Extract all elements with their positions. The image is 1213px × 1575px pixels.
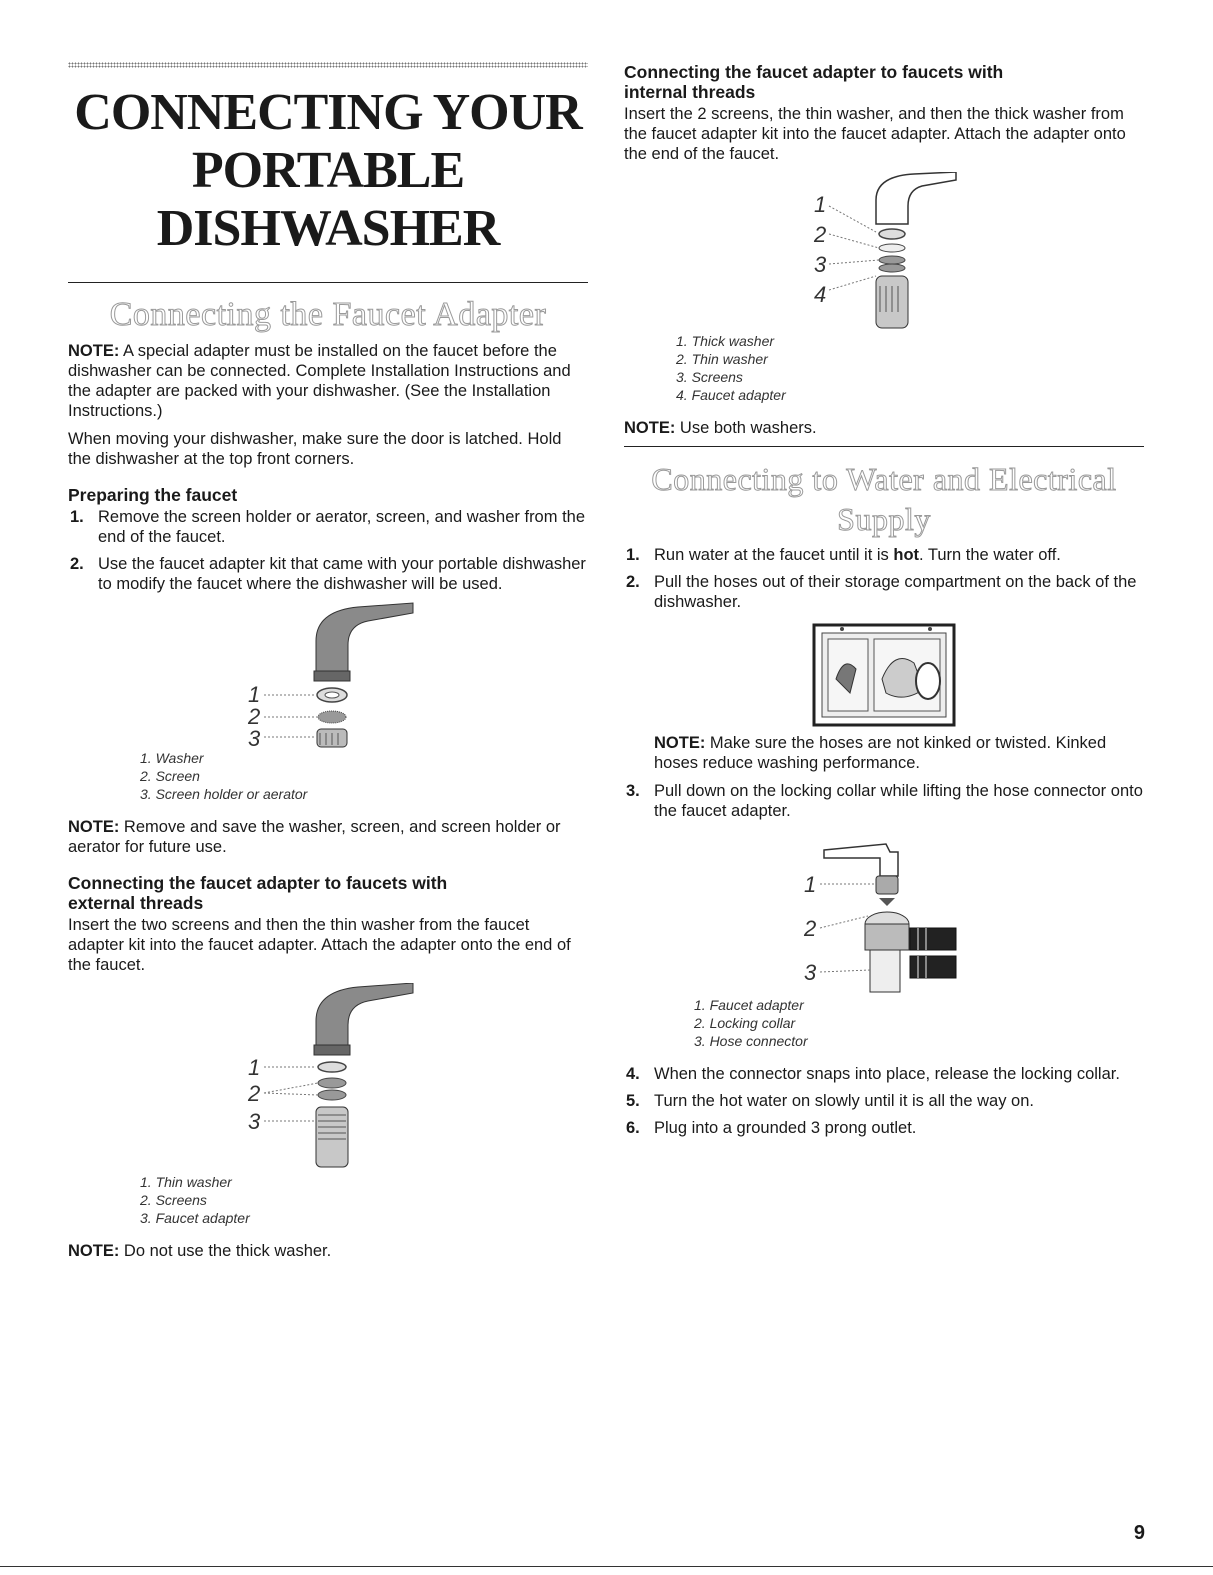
legend-item: 2. Thin washer	[676, 351, 768, 367]
step-number: 5.	[626, 1092, 640, 1110]
note-text: Make sure the hoses are not kinked or twisted. Kinked hoses reduce washing performance.	[654, 734, 1107, 772]
bottom-rule	[0, 1566, 1213, 1567]
step-text: Pull the hoses out of their storage compartment on the back of the dishwasher.	[654, 573, 1137, 611]
thin-washer-part	[318, 1062, 346, 1072]
external-threads-illustration	[68, 983, 588, 1173]
external-threads-legend	[140, 1173, 588, 1227]
callout-2: 2	[814, 222, 827, 247]
external-threads-heading	[68, 873, 588, 913]
step-text: Run water at the faucet until it is	[654, 546, 894, 564]
screen-part	[879, 256, 905, 264]
adapter-section-heading: Connecting the Faucet Adapter	[109, 296, 547, 333]
note-label: NOTE:	[68, 818, 120, 836]
note-label: NOTE:	[654, 734, 706, 752]
callout-3: 3	[248, 1109, 261, 1134]
legend-item: 3. Screens	[676, 369, 743, 385]
callout-4: 4	[814, 282, 827, 307]
step-number: 2.	[70, 555, 84, 573]
step-text: Turn the hot water on slowly until it is all the way on.	[654, 1092, 1034, 1110]
screen-part	[318, 711, 346, 723]
heading-line: Connecting the faucet adapter to faucets with	[624, 62, 1004, 82]
page-title-line1: CONNECTING YOUR	[74, 84, 582, 141]
legend-item: 1. Faucet adapter	[694, 997, 804, 1013]
step-number: 6.	[626, 1119, 640, 1137]
step-text: Plug into a grounded 3 prong outlet.	[654, 1119, 917, 1137]
step-text: . Turn the water off.	[919, 546, 1061, 564]
supply-divider	[624, 446, 1144, 447]
hoses-note	[624, 733, 1144, 773]
supply-step-three	[624, 781, 1144, 821]
callout-2: 2	[248, 1081, 261, 1106]
legend-item: 3. Hose connector	[694, 1033, 808, 1049]
faucet-adapter-part	[876, 876, 898, 894]
list-item	[624, 1091, 1144, 1111]
note-text: Do not use the thick washer.	[119, 1242, 332, 1260]
callout-1: 1	[814, 192, 827, 217]
list-item	[624, 1118, 1144, 1138]
screen-part	[318, 1090, 346, 1100]
callout-3: 3	[804, 960, 817, 985]
supply-steps-last	[624, 1064, 1144, 1138]
legend-item: 2. Screen	[140, 768, 200, 784]
supply-steps-first	[624, 545, 1144, 612]
preparing-heading: Preparing the faucet	[68, 485, 238, 505]
list-item	[624, 1064, 1144, 1084]
page-title-line2: PORTABLE DISHWASHER	[156, 142, 500, 257]
internal-threads-illustration	[624, 172, 1144, 332]
legend-item: 2. Locking collar	[694, 1015, 796, 1031]
preparing-steps	[68, 507, 588, 594]
preparing-note	[68, 817, 588, 857]
page-title	[68, 84, 588, 258]
callout-1: 1	[804, 872, 817, 897]
title-divider	[68, 282, 588, 283]
note-text: Use both washers.	[675, 419, 817, 437]
page-number: 9	[1133, 1522, 1145, 1544]
hose-connector-illustration	[624, 828, 1144, 996]
callout-2: 2	[248, 704, 261, 729]
external-threads-figure	[68, 983, 588, 1173]
faucet-adapter-part	[316, 1107, 348, 1167]
hose-compartment-illustration	[624, 619, 1144, 733]
step-text: Pull down on the locking collar while lifting the hose connector onto the faucet adapter.	[654, 782, 1143, 820]
legend-item: 1. Thin washer	[140, 1174, 232, 1190]
list-item	[68, 554, 588, 594]
internal-threads-heading	[624, 62, 1144, 102]
step-text: Remove the screen holder or aerator, screen, and washer from the end of the faucet.	[98, 508, 585, 546]
right-column	[624, 62, 1144, 1145]
faucet-aerator-illustration	[68, 601, 588, 749]
internal-threads-note	[624, 418, 1144, 438]
heading-line: external threads	[68, 893, 204, 913]
faucet-aerator-figure	[68, 601, 588, 749]
note-label: NOTE:	[624, 419, 676, 437]
note-text: Remove and save the washer, screen, and screen holder or aerator for future use.	[68, 818, 561, 856]
adapter-note	[68, 341, 588, 421]
callout-1: 1	[248, 682, 261, 707]
callout-3: 3	[248, 726, 261, 749]
note-label: NOTE:	[68, 1242, 120, 1260]
note-label: NOTE:	[68, 342, 120, 360]
callout-2: 2	[804, 916, 817, 941]
step-number: 3.	[626, 782, 640, 800]
legend-item: 2. Screens	[140, 1192, 207, 1208]
external-threads-note	[68, 1241, 588, 1261]
step-number: 2.	[626, 573, 640, 591]
list-item	[68, 507, 588, 547]
step-text: When the connector snaps into place, release the locking collar.	[654, 1065, 1120, 1083]
step-number: 4.	[626, 1065, 640, 1083]
heading-line: Connecting the faucet adapter to faucets with	[68, 873, 448, 893]
hose-connector-part	[870, 950, 900, 992]
callout-3: 3	[814, 252, 827, 277]
legend-item: 4. Faucet adapter	[676, 387, 786, 403]
thick-washer-part	[879, 229, 905, 239]
hose-connector-legend	[694, 996, 1144, 1050]
supply-section-heading: Connecting to Water and Electrical Supply	[651, 461, 1117, 537]
hose-compartment-figure	[624, 619, 1144, 733]
step-number: 1.	[626, 546, 640, 564]
legend-item: 1. Washer	[140, 750, 204, 766]
legend-item: 3. Screen holder or aerator	[140, 786, 308, 802]
legend-item: 1. Thick washer	[676, 333, 775, 349]
thin-washer-part	[879, 244, 905, 252]
external-threads-text: Insert the two screens and then the thin washer from the faucet adapter kit into the faucet adapter. Attach the adapter onto the end of the faucet.	[68, 916, 571, 974]
step-text: Use the faucet adapter kit that came with your portable dishwasher to modify the faucet where the dishwasher will be used.	[98, 555, 586, 593]
screen-part	[879, 264, 905, 272]
step-number: 1.	[70, 508, 84, 526]
internal-threads-text: Insert the 2 screens, the thin washer, and then the thick washer from the faucet adapter kit into the faucet adapter. Attach the adapter onto the end of the faucet.	[624, 105, 1126, 163]
heading-line: internal threads	[624, 82, 756, 102]
legend-item: 3. Faucet adapter	[140, 1210, 250, 1226]
top-dotted-rule	[68, 62, 588, 68]
internal-threads-legend	[676, 332, 1144, 404]
internal-threads-figure	[624, 172, 1144, 332]
list-item	[624, 545, 1144, 565]
note-text: A special adapter must be installed on the faucet before the dishwasher can be connected. Complete Installation Instructions and the adapter are packed with your dishwasher. (See the Installation Instructions.)	[68, 342, 571, 420]
list-item	[624, 781, 1144, 821]
left-column	[68, 62, 588, 1269]
callout-1: 1	[248, 1055, 261, 1080]
screen-part	[318, 1078, 346, 1088]
hose-connector-figure	[624, 828, 1144, 996]
list-item	[624, 572, 1144, 612]
faucet-aerator-legend	[140, 749, 588, 803]
hot-emphasis: hot	[893, 546, 920, 564]
moving-instructions: When moving your dishwasher, make sure the door is latched. Hold the dishwasher at the top front corners.	[68, 430, 562, 468]
